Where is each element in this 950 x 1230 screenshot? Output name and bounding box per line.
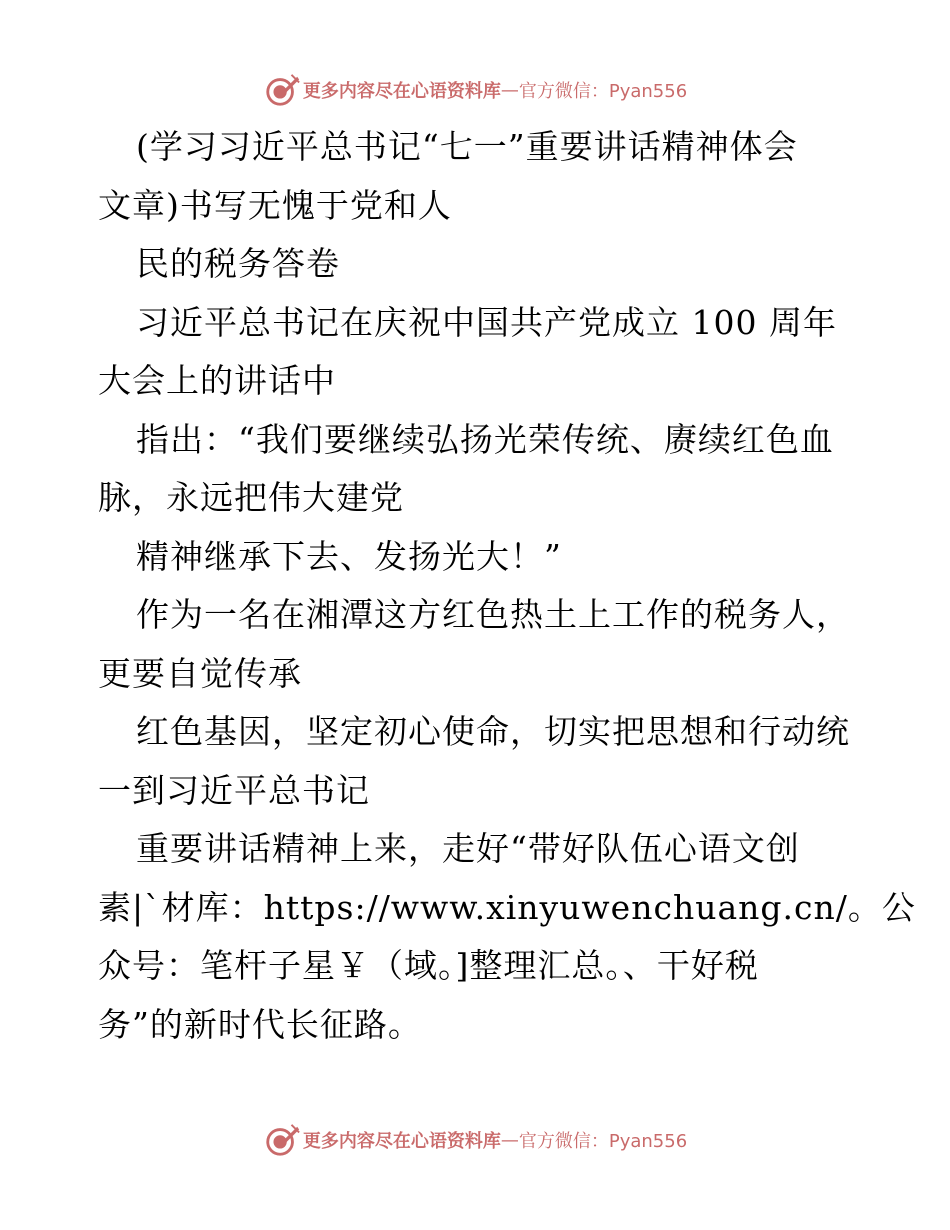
text-line-7: 脉，永远把伟大建党	[98, 478, 404, 517]
text-line-4: 习近平总书记在庆祝中国共产党成立 100 周年	[136, 302, 837, 342]
quill-logo-icon	[263, 1121, 301, 1159]
text-line-14: 素|`材库：https://www.xinyuwenchuang.cn/。公	[98, 887, 916, 927]
watermark-site-text: 更多内容尽在心语资料库	[302, 81, 501, 102]
text-line-6: 指出：“我们要继续弘扬光荣传统、赓续红色血	[136, 419, 834, 459]
text-line-13: 重要讲话精神上来，走好“带好队伍心语文创	[136, 829, 800, 868]
text-line-12: 一到习近平总书记	[98, 770, 370, 810]
watermark-separator: —	[500, 1129, 519, 1151]
watermark-wechat-text: 官方微信：Pyan556	[518, 1131, 688, 1152]
document-body	[98, 118, 916, 1054]
text-line-2: 文章)书写无愧于党和人	[98, 185, 452, 225]
text-line-10: 更要自觉传承	[98, 653, 302, 693]
text-line-9: 作为一名在湘潭这方红色热土上工作的税务人，	[136, 595, 850, 634]
watermark-wechat-text: 官方微信：Pyan556	[518, 81, 688, 102]
text-line-5: 大会上的讲话中	[98, 361, 336, 400]
text-line-8: 精神继承下去、发扬光大！”	[136, 536, 562, 576]
header-watermark	[0, 70, 950, 110]
quill-logo-icon	[263, 71, 301, 109]
text-line-1: (学习习近平总书记“七一”重要讲话精神体会	[136, 127, 798, 166]
watermark-separator: —	[500, 79, 519, 101]
text-line-15: 众号：笔杆子星￥（域。]整理汇总。、干好税	[98, 946, 759, 985]
text-line-16: 务”的新时代长征路。	[98, 1004, 422, 1044]
text-line-11: 红色基因，坚定初心使命，切实把思想和行动统	[136, 712, 850, 751]
text-line-3: 民的税务答卷	[136, 244, 340, 283]
watermark-site-text: 更多内容尽在心语资料库	[302, 1131, 501, 1152]
footer-watermark	[0, 1120, 950, 1160]
